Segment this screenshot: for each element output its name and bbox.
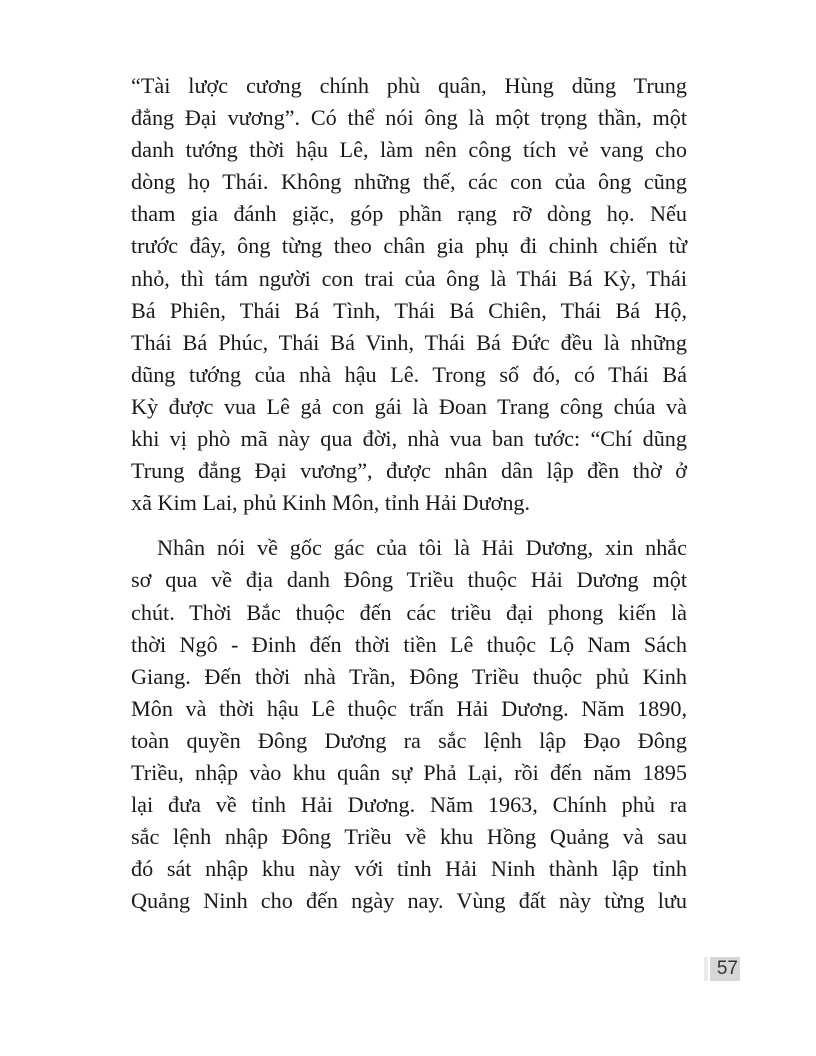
text-line: đó sát nhập khu này với tỉnh Hải Ninh thành lập tỉnh (131, 856, 687, 882)
text-line: Nhân nói về gốc gác của tôi là Hải Dương, xin nhắc (157, 535, 687, 561)
text-line: lại đưa về tỉnh Hải Dương. Năm 1963, Chính phủ ra (131, 792, 687, 818)
text-line: đẳng Đại vương”. Có thể nói ông là một trọng thần, một (131, 105, 687, 131)
text-line: dũng tướng của nhà hậu Lê. Trong số đó, có Thái Bá (131, 361, 687, 387)
text-line: thời Ngô - Đinh đến thời tiền Lê thuộc Lộ Nam Sách (131, 631, 687, 657)
text-line: tham gia đánh giặc, góp phần rạng rỡ dòng họ. Nếu (131, 201, 687, 227)
body-text (131, 70, 687, 917)
text-line: sắc lệnh nhập Đông Triều về khu Hồng Quảng và sau (131, 824, 687, 850)
text-line: khi vị phò mã này qua đời, nhà vua ban tước: “Chí dũng (131, 426, 687, 452)
text-line: “Tài lược cương chính phù quân, Hùng dũng Trung (131, 73, 687, 98)
text-line: trước đây, ông từng theo chân gia phụ đi chinh chiến từ (131, 233, 687, 259)
text-line: nhỏ, thì tám người con trai của ông là Thái Bá Kỳ, Thái (131, 265, 687, 291)
text-line: chút. Thời Bắc thuộc đến các triều đại phong kiến là (131, 599, 687, 625)
text-line: Bá Phiên, Thái Bá Tình, Thái Bá Chiên, Thái Bá Hộ, (131, 297, 687, 323)
text-line: danh tướng thời hậu Lê, làm nên công tích vẻ vang cho (131, 137, 687, 163)
text-line: Giang. Đến thời nhà Trần, Đông Triều thuộc phủ Kinh (131, 663, 687, 689)
text-line: Quảng Ninh cho đến ngày nay. Vùng đất này từng lưu (131, 888, 687, 914)
text-line: Triều, nhập vào khu quân sự Phả Lại, rồi đến năm 1895 (131, 759, 687, 785)
paragraph-2 (131, 532, 687, 917)
text-line: Trung đẳng Đại vương”, được nhân dân lập đền thờ ở (131, 458, 687, 484)
text-line: sơ qua về địa danh Đông Triều thuộc Hải Dương một (131, 567, 687, 593)
text-line: Kỳ được vua Lê gả con gái là Đoan Trang công chúa và (131, 393, 687, 419)
paragraph-1 (131, 70, 687, 519)
text-line: xã Kim Lai, phủ Kinh Môn, tỉnh Hải Dương. (131, 490, 531, 516)
text-line: Thái Bá Phúc, Thái Bá Vinh, Thái Bá Đức đều là những (131, 329, 687, 355)
page-number: 57 (710, 957, 740, 981)
text-line: dòng họ Thái. Không những thế, các con của ông cũng (131, 169, 687, 195)
text-line: Môn và thời hậu Lê thuộc trấn Hải Dương. Năm 1890, (131, 695, 687, 721)
text-line: toàn quyền Đông Dương ra sắc lệnh lập Đạo Đông (131, 727, 687, 753)
